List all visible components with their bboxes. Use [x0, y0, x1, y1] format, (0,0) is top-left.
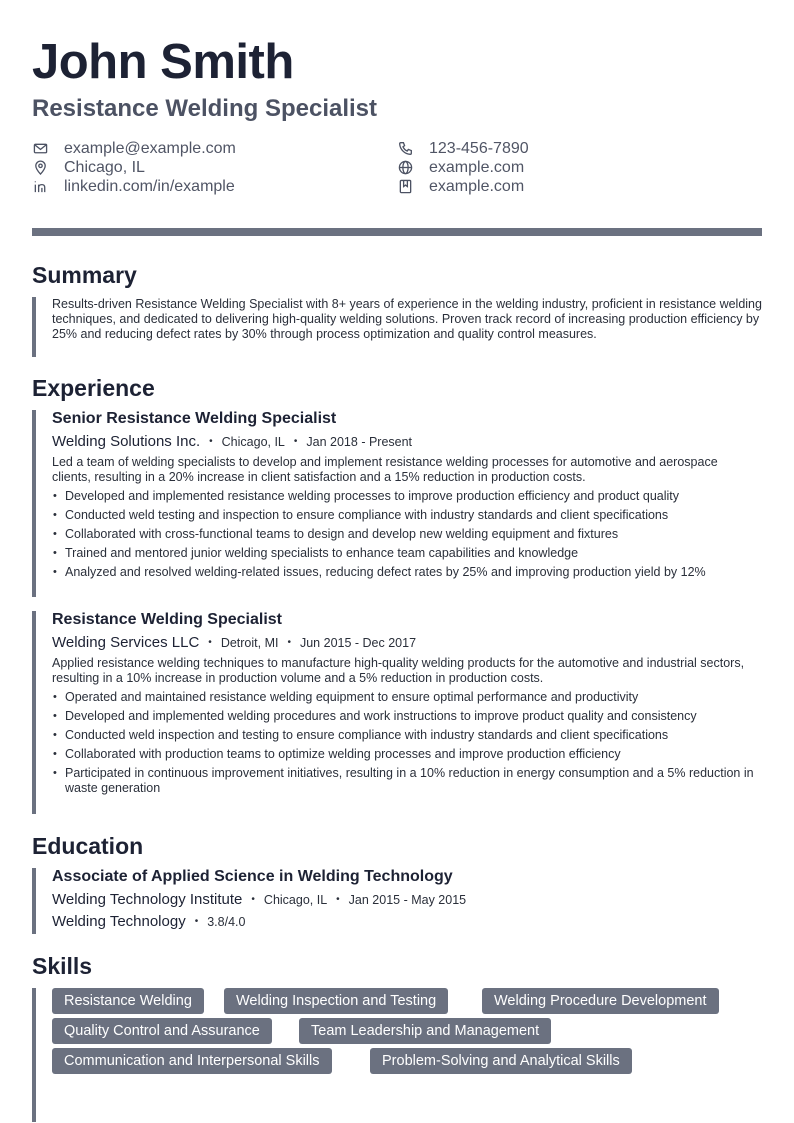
job-2-bar: [32, 611, 36, 814]
list-item: • Analyzed and resolved welding-related issues, reducing defect rates by 25% and improving production yield by 12%: [52, 565, 757, 580]
header-divider: [32, 228, 762, 236]
contact-phone[interactable]: [397, 139, 529, 158]
list-item: • Trained and mentored junior welding specialists to enhance team capabilities and knowledge: [52, 546, 757, 561]
globe-icon: [397, 160, 413, 176]
list-item: • Developed and implemented resistance welding processes to improve production efficiency and product quality: [52, 489, 757, 504]
portfolio-text: example.com: [429, 177, 525, 195]
list-item: • Conducted weld testing and inspection to ensure compliance with industry standards and client specifications: [52, 508, 757, 523]
job-1-bar: [32, 410, 36, 597]
candidate-name: John Smith: [32, 35, 294, 89]
job-1-title: Senior Resistance Welding Specialist: [52, 410, 337, 427]
education-bar: [32, 868, 36, 934]
linkedin-text: linkedin.com/in/example: [64, 177, 235, 195]
education-gpa: 3.8/4.0: [207, 914, 246, 929]
skill-chip: Resistance Welding: [52, 988, 204, 1014]
list-item: • Collaborated with cross-functional teams to design and develop new welding equipment and fixtures: [52, 527, 757, 542]
list-item: • Collaborated with production teams to optimize welding processes and improve production efficiency: [52, 747, 757, 762]
skill-chip: Quality Control and Assurance: [52, 1018, 272, 1044]
contact-linkedin[interactable]: [32, 177, 235, 196]
location-text: Chicago, IL: [64, 158, 145, 176]
phone-icon: [397, 141, 413, 157]
job-1-bullets: [52, 489, 757, 584]
skill-chip: Communication and Interpersonal Skills: [52, 1048, 332, 1074]
job-2-bullets: [52, 690, 757, 800]
linkedin-icon: [32, 179, 48, 195]
job-2-company: Welding Services LLC: [52, 634, 200, 651]
mail-icon: [32, 141, 48, 157]
bookmark-icon: [397, 179, 413, 195]
list-item: • Conducted weld inspection and testing to ensure compliance with industry standards and client specifications: [52, 728, 757, 743]
skills-heading: Skills: [32, 953, 93, 979]
contact-location: [32, 158, 145, 177]
job-2-title: Resistance Welding Specialist: [52, 611, 283, 628]
skill-chip: Problem-Solving and Analytical Skills: [370, 1048, 632, 1074]
job-2-meta: Welding Services LLC • Detroit, MI • Jun 2015 - Dec 2017: [52, 634, 417, 651]
contact-email[interactable]: [32, 139, 236, 158]
list-item: • Operated and maintained resistance welding equipment to ensure optimal performance and productivity: [52, 690, 757, 705]
job-2-dates: Jun 2015 - Dec 2017: [299, 635, 417, 650]
candidate-title: Resistance Welding Specialist: [32, 95, 378, 122]
education-dates: Jan 2015 - May 2015: [348, 892, 467, 907]
contact-portfolio[interactable]: [397, 177, 524, 196]
job-1-company: Welding Solutions Inc.: [52, 433, 201, 450]
job-2-location: Detroit, MI: [220, 635, 279, 650]
education-school: Welding Technology Institute: [52, 891, 243, 908]
website-text: example.com: [429, 158, 525, 176]
education-location: Chicago, IL: [263, 892, 328, 907]
skill-chip: Welding Procedure Development: [482, 988, 719, 1014]
list-item: • Participated in continuous improvement initiatives, resulting in a 10% reduction in energy consumption and a 5% reduction in waste generation: [52, 766, 757, 796]
list-item: • Developed and implemented welding procedures and work instructions to improve product quality and consistency: [52, 709, 757, 724]
map-pin-icon: [32, 160, 48, 176]
job-1-location: Chicago, IL: [221, 434, 285, 449]
education-heading: Education: [32, 833, 144, 859]
education-degree: Associate of Applied Science in Welding Technology: [52, 868, 453, 885]
contact-website[interactable]: [397, 158, 524, 177]
education-meta: Welding Technology Institute • Chicago, IL • Jan 2015 - May 2015: [52, 891, 467, 908]
education-field: Welding Technology: [52, 913, 186, 930]
summary-bar: [32, 297, 36, 357]
job-1-meta: Welding Solutions Inc. • Chicago, IL • Jan 2018 - Present: [52, 433, 413, 450]
summary-heading: Summary: [32, 262, 137, 288]
phone-text: 123-456-7890: [429, 139, 529, 157]
job-2-description: Applied resistance welding techniques to manufacture high-quality welding products for the automotive and industrial sectors, resulting in a 10% increase in production volume and a 5% reduction in production costs.: [52, 656, 745, 685]
summary-text: Results-driven Resistance Welding Specialist with 8+ years of experience in the welding industry, proficient in resistance welding techniques, and dedicated to delivering high-quality welding solutions. Proven track record of increasing production efficiency by 25% and reducing defect rates by 30% through process optimization and quality control measures.: [52, 297, 762, 341]
job-1-description: Led a team of welding specialists to develop and implement resistance welding processes for automotive and aerospace clients, resulting in a 20% increase in client satisfaction and a 15% reduction in production costs.: [52, 455, 718, 484]
skill-chip: Team Leadership and Management: [299, 1018, 551, 1044]
skill-chip: Welding Inspection and Testing: [224, 988, 448, 1014]
skills-bar: [32, 988, 36, 1122]
experience-heading: Experience: [32, 375, 155, 401]
education-field-row: Welding Technology • 3.8/4.0: [52, 913, 246, 930]
email-text: example@example.com: [64, 139, 236, 157]
job-1-dates: Jan 2018 - Present: [306, 434, 413, 449]
